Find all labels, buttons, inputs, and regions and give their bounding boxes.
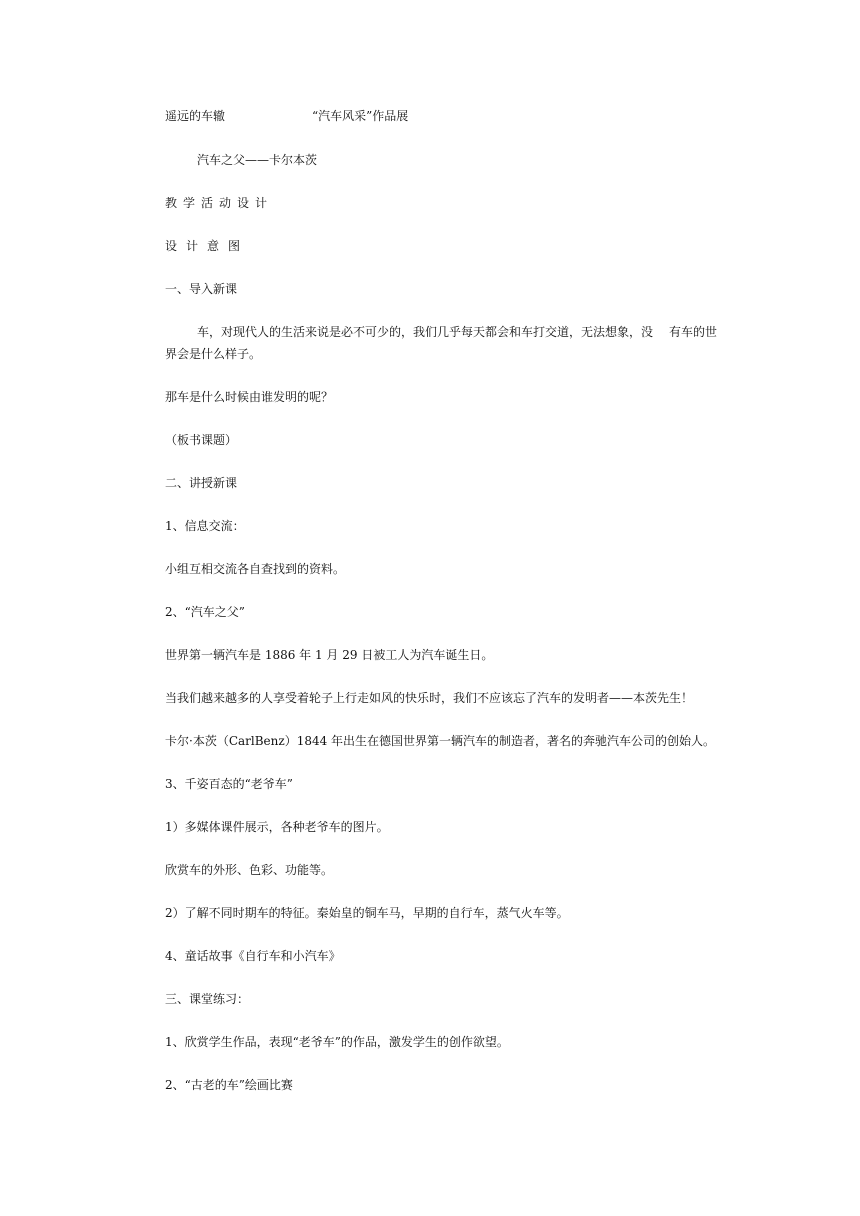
subtitle: 汽车之父——卡尔本茨: [197, 153, 318, 167]
part3-heading: 三、课堂练习：: [165, 992, 250, 1006]
lesson-title-left: 遥远的车辙: [165, 109, 226, 123]
part2-item3-sub2: 2）了解不同时期车的特征。秦始皇的铜车马，早期的自行车，蒸气火车等。: [165, 906, 569, 920]
part1-paragraph-line2: 界会是什么样子。: [165, 347, 262, 361]
part2-item1-title: 1、信息交流：: [165, 519, 245, 533]
part1-paragraph-line1: [197, 324, 717, 340]
part2-item3-title: 3、千姿百态的“老爷车”: [165, 777, 293, 791]
part1-paragraph-line1-a: 车，对现代人的生活来说是必不可少的，我们几乎每天都会和车打交道，无法想象，没: [197, 325, 654, 339]
part2-item2-body2: 当我们越来越多的人享受着轮子上行走如风的快乐时，我们不应该忘了汽车的发明者——本茨先生！: [165, 691, 694, 705]
part1-question: 那车是什么时候由谁发明的呢？: [165, 390, 334, 404]
section-design-intent: 设计意图: [165, 239, 250, 253]
part2-item2-title: 2、“汽车之父”: [165, 605, 245, 619]
part2-heading: 二、讲授新课: [165, 476, 238, 490]
section-teaching-design: 教学活动设计: [165, 196, 274, 210]
part2-item3-sub1b: 欣赏车的外形、色彩、功能等。: [165, 863, 334, 877]
part3-item2: 2、“古老的车”绘画比赛: [165, 1078, 293, 1092]
part2-item1-body: 小组互相交流各自查找到的资料。: [165, 562, 346, 576]
part2-item4-title: 4、童话故事《自行车和小汽车》: [165, 949, 341, 963]
part3-item1: 1、欣赏学生作品，表现“老爷车”的作品，激发学生的创作欲望。: [165, 1035, 509, 1049]
part1-note: （板书课题）: [165, 433, 238, 447]
part1-heading: 一、导入新课: [165, 282, 238, 296]
part1-paragraph-line1-b: 有车的世: [669, 325, 718, 339]
part2-item3-sub1: 1）多媒体课件展示，各种老爷车的图片。: [165, 820, 389, 834]
lesson-title-right: “汽车风采”作品展: [312, 109, 409, 123]
part2-item2-body1: 世界第一辆汽车是 1886 年 1 月 29 日被工人为汽车诞生日。: [165, 648, 494, 662]
part2-item2-body3: 卡尔·本茨（CarlBenz）1844 年出生在德国世界第一辆汽车的制造者，著名的奔驰汽车公司的创始人。: [165, 734, 716, 748]
